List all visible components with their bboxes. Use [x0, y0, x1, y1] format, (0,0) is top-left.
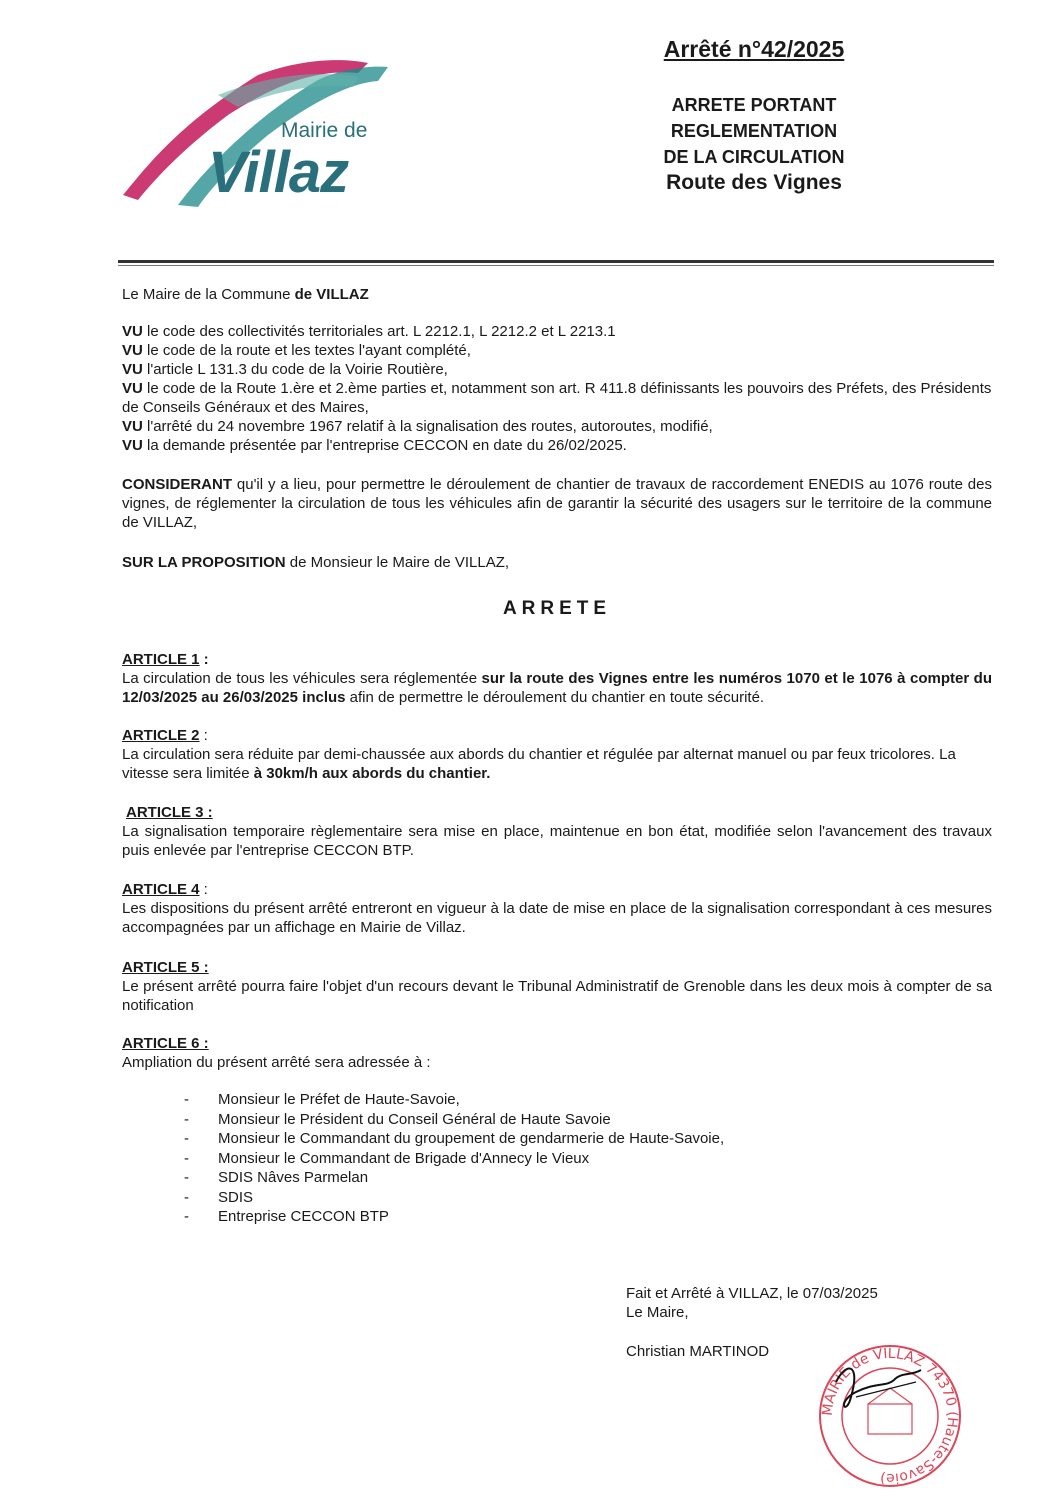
- article-title: ARTICLE 6 :: [122, 1035, 209, 1052]
- article-title: ARTICLE 3 :: [126, 804, 213, 821]
- article-6: ARTICLE 6 : Ampliation du présent arrêté sera adressée à :: [122, 1035, 431, 1071]
- distribution-item: - Entreprise CECCON BTP: [184, 1207, 884, 1227]
- distribution-item: - Monsieur le Commandant du groupement de gendarmerie de Haute-Savoie,: [184, 1129, 884, 1149]
- vu-item: VU l'arrêté du 24 novembre 1967 relatif à la signalisation des routes, autoroutes, modifié,: [122, 418, 713, 435]
- intro-prefix: Le Maire de la Commune: [122, 286, 295, 303]
- article-5: ARTICLE 5 : Le présent arrêté pourra faire l'objet d'un recours devant le Tribunal Administratif de Grenoble dans les deux mois à compter de sa notification: [122, 959, 992, 1014]
- distribution-list: [184, 1090, 884, 1227]
- title-line: ARRETE PORTANT: [671, 95, 837, 115]
- mairie-logo: [118, 55, 408, 215]
- proposition-paragraph: [122, 553, 992, 572]
- arrete-number: Arrêté n°42/2025: [663, 36, 845, 62]
- considerant-text: qu'il y a lieu, pour permettre le déroulement de chantier de travaux de raccordement ENEDIS au 1076 route des vignes, de réglementer la circulation de tous les véhicules afin de garantir la sécurité des usagers sur le territoire de la commune de VILLAZ,: [122, 476, 992, 531]
- title-line: REGLEMENTATION: [670, 121, 838, 141]
- distribution-item: - Monsieur le Président du Conseil Général de Haute Savoie: [184, 1110, 884, 1130]
- article-title: ARTICLE 4: [122, 881, 200, 898]
- article-title: ARTICLE 2: [122, 727, 200, 744]
- article-3: ARTICLE 3 : La signalisation temporaire règlementaire sera mise en place, maintenue en bon état, modifiée selon l'avancement des travaux puis enlevée par l'entreprise CECCON BTP.: [122, 804, 992, 859]
- vu-list: [122, 322, 992, 455]
- vu-item: VU le code de la Route 1.ère et 2.ème parties et, notamment son art. R 411.8 définissants les pouvoirs des Préfets, des Présidents de Conseils Généraux et des Maires,: [122, 380, 992, 416]
- article-2: ARTICLE 2 : La circulation sera réduite par demi-chaussée aux abords du chantier et régulée par alternat manuel ou par feux tricolores. La vitesse sera limitée à 30km/h aux abords du chantier.: [122, 727, 956, 782]
- article-1: ARTICLE 1 : La circulation de tous les véhicules sera réglementée sur la route des Vignes entre les numéros 1070 et le 1076 à compter du 12/03/2025 au 26/03/2025 inclus afin de permettre le déroulement du chantier en toute sécurité.: [122, 651, 992, 706]
- considerant-keyword: CONSIDERANT: [122, 476, 233, 493]
- proposition-keyword: SUR LA PROPOSITION: [122, 554, 286, 571]
- arrete-heading: ARRETE: [502, 598, 612, 619]
- article-4: ARTICLE 4 : Les dispositions du présent arrêté entreront en vigueur à la date de mise en place de la signalisation correspondant à ces mesures accompagnées par un affichage en Mairie de Villaz.: [122, 881, 992, 936]
- arrete-title-block: [604, 92, 904, 196]
- vu-item: VU la demande présentée par l'entreprise CECCON en date du 26/02/2025.: [122, 437, 627, 454]
- logo-text-mairie-de: Mairie de: [281, 119, 368, 142]
- intro-line: [122, 285, 992, 304]
- title-subject: Route des Vignes: [666, 171, 842, 194]
- vu-item: VU le code des collectivités territoriales art. L 2212.1, L 2212.2 et L 2213.1: [122, 323, 616, 340]
- distribution-item: - SDIS: [184, 1188, 884, 1208]
- article-title: ARTICLE 5 :: [122, 959, 209, 976]
- considerant-paragraph: [122, 475, 992, 532]
- stamp-graphic: [816, 1342, 964, 1488]
- header-divider-thin: [118, 265, 994, 266]
- article-title: ARTICLE 1: [122, 651, 200, 668]
- signature-name: Christian MARTINOD: [626, 1343, 770, 1360]
- title-line: DE LA CIRCULATION: [663, 147, 845, 167]
- signature-role: Le Maire,: [626, 1304, 689, 1321]
- vu-item: VU le code de la route et les textes l'ayant complété,: [122, 342, 471, 359]
- proposition-text: de Monsieur le Maire de VILLAZ,: [285, 554, 510, 571]
- signature-place-date: Fait et Arrêté à VILLAZ, le 07/03/2025: [626, 1285, 878, 1302]
- vu-item: VU l'article L 131.3 du code de la Voirie Routière,: [122, 361, 448, 378]
- distribution-item: - Monsieur le Commandant de Brigade d'Annecy le Vieux: [184, 1149, 884, 1169]
- distribution-item: - Monsieur le Préfet de Haute-Savoie,: [184, 1090, 884, 1110]
- official-stamp: [816, 1342, 964, 1488]
- stamp-text: MAIRIE de VILLAZ 74370 (Haute-Savoie): [819, 1345, 961, 1487]
- logo-text-villaz: Villaz: [208, 140, 349, 205]
- distribution-item: - SDIS Nâves Parmelan: [184, 1168, 884, 1188]
- intro-commune: de VILLAZ: [294, 286, 369, 303]
- header-divider: [118, 260, 994, 263]
